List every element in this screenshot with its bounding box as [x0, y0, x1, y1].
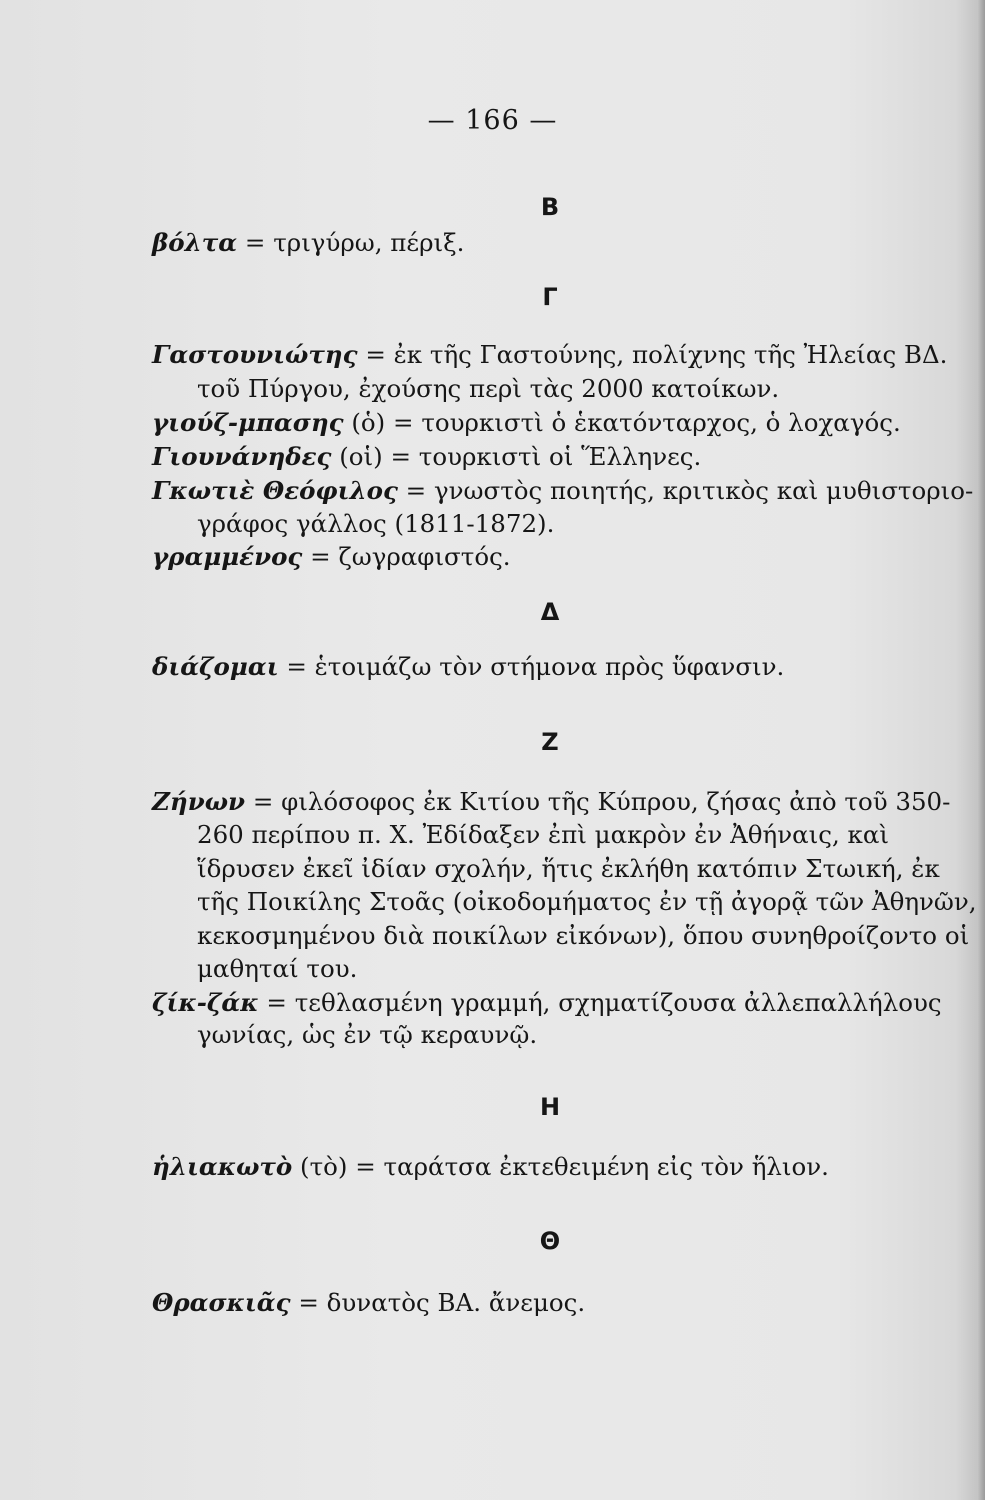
entry-term: γραμμένος: [152, 542, 303, 571]
entry-definition: = γνωστὸς ποιητής, κριτικὸς καὶ μυθιστοριο-: [397, 476, 974, 505]
entry-continuation: κεκοσμημένου διὰ ποικίλων εἰκόνων), ὅπου συνηθροίζοντο οἱ: [197, 921, 970, 950]
entry-term: γιούζ-μπασης: [152, 408, 344, 437]
entry-grammenos: [152, 540, 511, 574]
entry-continuation: τῆς Ποικίλης Στοᾶς (οἰκοδομήματος ἐν τῇ ἀγορᾷ τῶν Ἀθηνῶν,: [197, 887, 977, 916]
entry-definition: = ἐκ τῆς Γαστούνης, πολίχνης τῆς Ἠλείας ΒΔ.: [357, 340, 948, 369]
entry-continuation: μαθηταί του.: [197, 954, 358, 983]
entry-definition: (τὸ) = ταράτσα ἐκτεθειμένη εἰς τὸν ἥλιον.: [292, 1152, 829, 1181]
entry-continuation: γωνίας, ὡς ἐν τῷ κεραυνῷ.: [197, 1020, 538, 1049]
entry-definition: = ζωγραφιστός.: [302, 542, 511, 571]
entry-volta: [152, 226, 464, 260]
section-letter-gamma: Γ: [542, 283, 558, 311]
entry-definition: = τριγύρω, πέριξ.: [237, 228, 465, 257]
entry-diazomai: [152, 650, 784, 684]
section-letter-delta: Δ: [540, 598, 560, 626]
entry-giouz-mpasis: [152, 406, 901, 440]
entry-continuation: 260 περίπου π. Χ. Ἐδίδαξεν ἐπὶ μακρὸν ἐν Ἀθήναις, καὶ: [197, 820, 890, 849]
entry-term: ἡλιακωτὸ: [152, 1152, 293, 1181]
entry-definition: = φιλόσοφος ἐκ Κιτίου τῆς Κύπρου, ζήσας ἀπὸ τοῦ 350-: [245, 787, 951, 816]
entry-iliakoto: [152, 1150, 829, 1184]
entry-term: ζίκ-ζάκ: [152, 988, 259, 1017]
entry-gautier: [152, 474, 973, 508]
entry-term: Θρασκιᾶς: [152, 1288, 291, 1317]
entry-continuation: γράφος γάλλος (1811-1872).: [197, 509, 555, 538]
section-letter-eta: Η: [539, 1093, 561, 1121]
entry-continuation: ἵδρυσεν ἐκεῖ ἰδίαν σχολήν, ἥτις ἐκλήθη κατόπιν Στωική, ἐκ: [197, 854, 940, 883]
entry-term: Γιουνάνηδες: [152, 442, 332, 471]
entry-term: βόλτα: [152, 228, 238, 257]
entry-term: διάζομαι: [152, 652, 279, 681]
entry-term: Ζήνων: [152, 787, 246, 816]
entry-term: Γαστουνιώτης: [152, 340, 358, 369]
section-letter-beta: Β: [540, 193, 560, 221]
entry-definition: = ἑτοιμάζω τὸν στήμονα πρὸς ὕφανσιν.: [278, 652, 785, 681]
entry-definition: (ὁ) = τουρκιστὶ ὁ ἑκατόνταρχος, ὁ λοχαγός.: [343, 408, 901, 437]
entry-thraskias: [152, 1286, 585, 1320]
page-number: — 166 —: [427, 105, 558, 136]
entry-continuation: τοῦ Πύργου, ἐχούσης περὶ τὰς 2000 κατοίκων.: [197, 374, 780, 403]
page-edge-shadow: [977, 0, 985, 1500]
entry-term: Γκωτιὲ Θεόφιλος: [152, 476, 398, 505]
entry-definition: = δυνατὸς ΒΑ. ἄνεμος.: [290, 1288, 586, 1317]
section-letter-theta: Θ: [539, 1227, 561, 1255]
entry-giounanides: [152, 440, 701, 474]
entry-gastouniotis: [152, 338, 947, 372]
entry-zig-zag: [152, 986, 942, 1020]
entry-definition: = τεθλασμένη γραμμή, σχηματίζουσα ἀλλεπαλλήλους: [258, 988, 942, 1017]
entry-definition: (οἱ) = τουρκιστὶ οἱ Ἕλληνες.: [331, 442, 702, 471]
entry-zenon: [152, 785, 950, 819]
section-letter-zeta: Ζ: [541, 728, 559, 756]
